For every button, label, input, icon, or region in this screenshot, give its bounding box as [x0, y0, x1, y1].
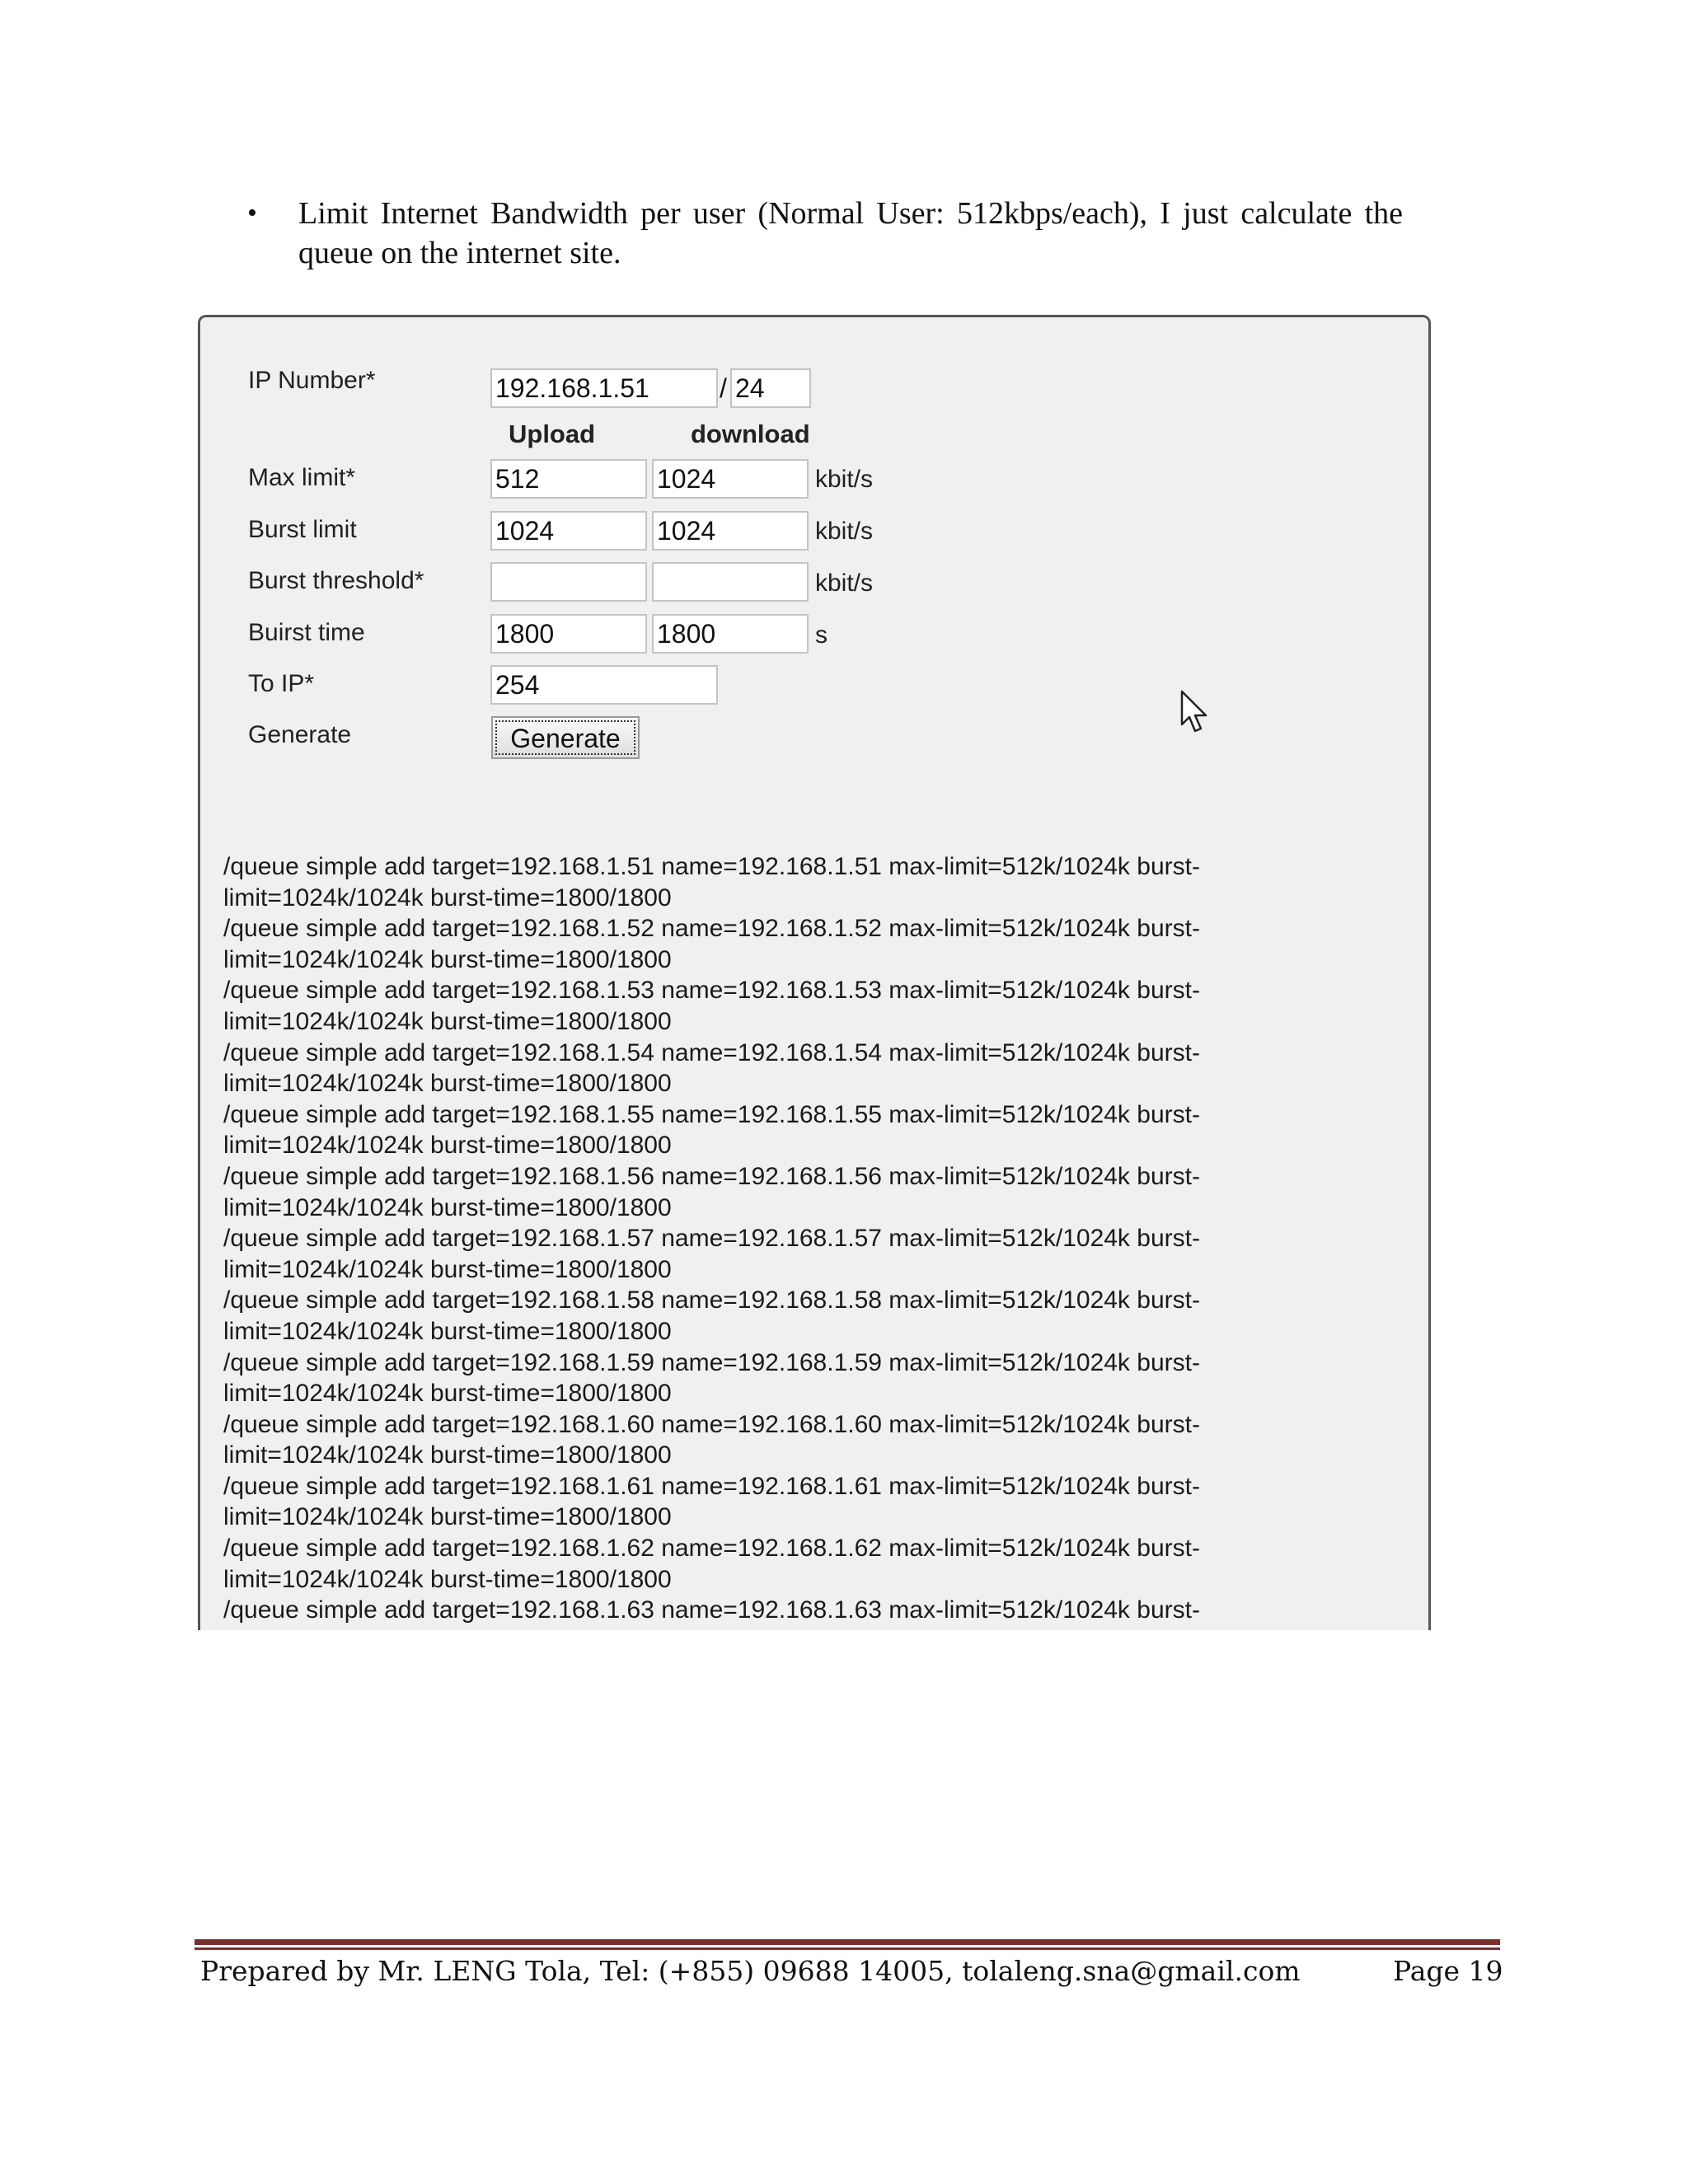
max-limit-upload-input[interactable]: [490, 459, 647, 499]
output-line: /queue simple add target=192.168.1.55 name=192.168.1.55 max-limit=512k/1024k burst-: [223, 1100, 1200, 1128]
output-line: limit=1024k/1024k burst-time=1800/1800: [223, 1132, 672, 1160]
bullet-icon: •: [247, 198, 257, 228]
output-line: limit=1024k/1024k burst-time=1800/1800: [223, 1193, 672, 1221]
output-line: /queue simple add target=192.168.1.52 name=192.168.1.52 max-limit=512k/1024k burst-: [223, 915, 1200, 943]
burst-limit-download-input[interactable]: [652, 511, 809, 551]
output-line: limit=1024k/1024k burst-time=1800/1800: [223, 1317, 672, 1345]
max-limit-download-input[interactable]: [652, 459, 809, 499]
generate-button-label: Generate: [495, 720, 635, 755]
output-line: /queue simple add target=192.168.1.59 name=192.168.1.59 max-limit=512k/1024k burst-: [223, 1348, 1200, 1376]
subnet-mask-input[interactable]: [730, 368, 811, 408]
mask-slash: /: [720, 373, 727, 403]
upload-column-header: Upload: [509, 419, 596, 448]
mouse-pointer-icon: [1179, 690, 1212, 736]
download-column-header: download: [691, 419, 810, 448]
max-limit-label: Max limit*: [248, 464, 356, 491]
burst-threshold-label: Burst threshold*: [248, 567, 424, 594]
generate-label: Generate: [248, 721, 352, 748]
page-number: Page 19: [1393, 1955, 1503, 1987]
output-line: limit=1024k/1024k burst-time=1800/1800: [223, 1070, 672, 1098]
output-line: /queue simple add target=192.168.1.57 name=192.168.1.57 max-limit=512k/1024k burst-: [223, 1225, 1200, 1253]
burst-time-upload-input[interactable]: [490, 614, 647, 654]
footer-rule: [195, 1939, 1500, 1945]
output-line: /queue simple add target=192.168.1.62 name=192.168.1.62 max-limit=512k/1024k burst-: [223, 1535, 1200, 1563]
burst-time-download-input[interactable]: [652, 614, 809, 654]
intro-text: Limit Internet Bandwidth per user (Normal User: 512kbps/each), I just calculate the queue on the internet site.: [298, 196, 1403, 270]
output-line: limit=1024k/1024k burst-time=1800/1800: [223, 1255, 672, 1283]
burst-threshold-upload-input[interactable]: [490, 562, 647, 602]
output-line: /queue simple add target=192.168.1.54 name=192.168.1.54 max-limit=512k/1024k burst-: [223, 1038, 1200, 1066]
max-limit-unit: kbit/s: [815, 466, 874, 493]
footer-rule-thin: [195, 1947, 1500, 1950]
generated-commands-output: [223, 851, 1394, 1626]
output-line: /queue simple add target=192.168.1.58 name=192.168.1.58 max-limit=512k/1024k burst-: [223, 1286, 1200, 1315]
burst-time-unit: s: [815, 621, 828, 649]
burst-threshold-unit: kbit/s: [815, 569, 874, 597]
generate-button[interactable]: [491, 716, 640, 759]
output-line: /queue simple add target=192.168.1.60 name=192.168.1.60 max-limit=512k/1024k burst-: [223, 1410, 1200, 1438]
ip-number-input[interactable]: [490, 368, 718, 408]
output-line: limit=1024k/1024k burst-time=1800/1800: [223, 1441, 672, 1469]
to-ip-label: To IP*: [248, 670, 315, 697]
burst-threshold-download-input[interactable]: [652, 562, 809, 602]
output-line: /queue simple add target=192.168.1.61 name=192.168.1.61 max-limit=512k/1024k burst-: [223, 1472, 1200, 1500]
output-line: /queue simple add target=192.168.1.51 name=192.168.1.51 max-limit=512k/1024k burst-: [223, 853, 1200, 880]
output-line: limit=1024k/1024k burst-time=1800/1800: [223, 883, 672, 912]
output-line: limit=1024k/1024k burst-time=1800/1800: [223, 1007, 672, 1035]
ip-number-label: IP Number*: [248, 367, 376, 394]
burst-limit-unit: kbit/s: [815, 518, 874, 545]
output-line: /queue simple add target=192.168.1.63 name=192.168.1.63 max-limit=512k/1024k burst-: [223, 1596, 1200, 1624]
footer-author-info: Prepared by Mr. LENG Tola, Tel: (+855) 09688 14005, tolaleng.sna@gmail.com: [200, 1955, 1301, 1987]
output-line: limit=1024k/1024k burst-time=1800/1800: [223, 1380, 672, 1408]
to-ip-input[interactable]: [490, 665, 718, 705]
output-line: limit=1024k/1024k burst-time=1800/1800: [223, 1565, 672, 1593]
output-line: /queue simple add target=192.168.1.53 name=192.168.1.53 max-limit=512k/1024k burst-: [223, 977, 1200, 1005]
burst-time-label: Buirst time: [248, 619, 365, 646]
burst-limit-upload-input[interactable]: [490, 511, 647, 551]
queue-generator-screenshot: [198, 315, 1431, 1630]
output-line: limit=1024k/1024k burst-time=1800/1800: [223, 1503, 672, 1531]
output-line: /queue simple add target=192.168.1.56 name=192.168.1.56 max-limit=512k/1024k burst-: [223, 1162, 1200, 1190]
output-line: limit=1024k/1024k burst-time=1800/1800: [223, 945, 672, 973]
burst-limit-label: Burst limit: [248, 516, 357, 543]
